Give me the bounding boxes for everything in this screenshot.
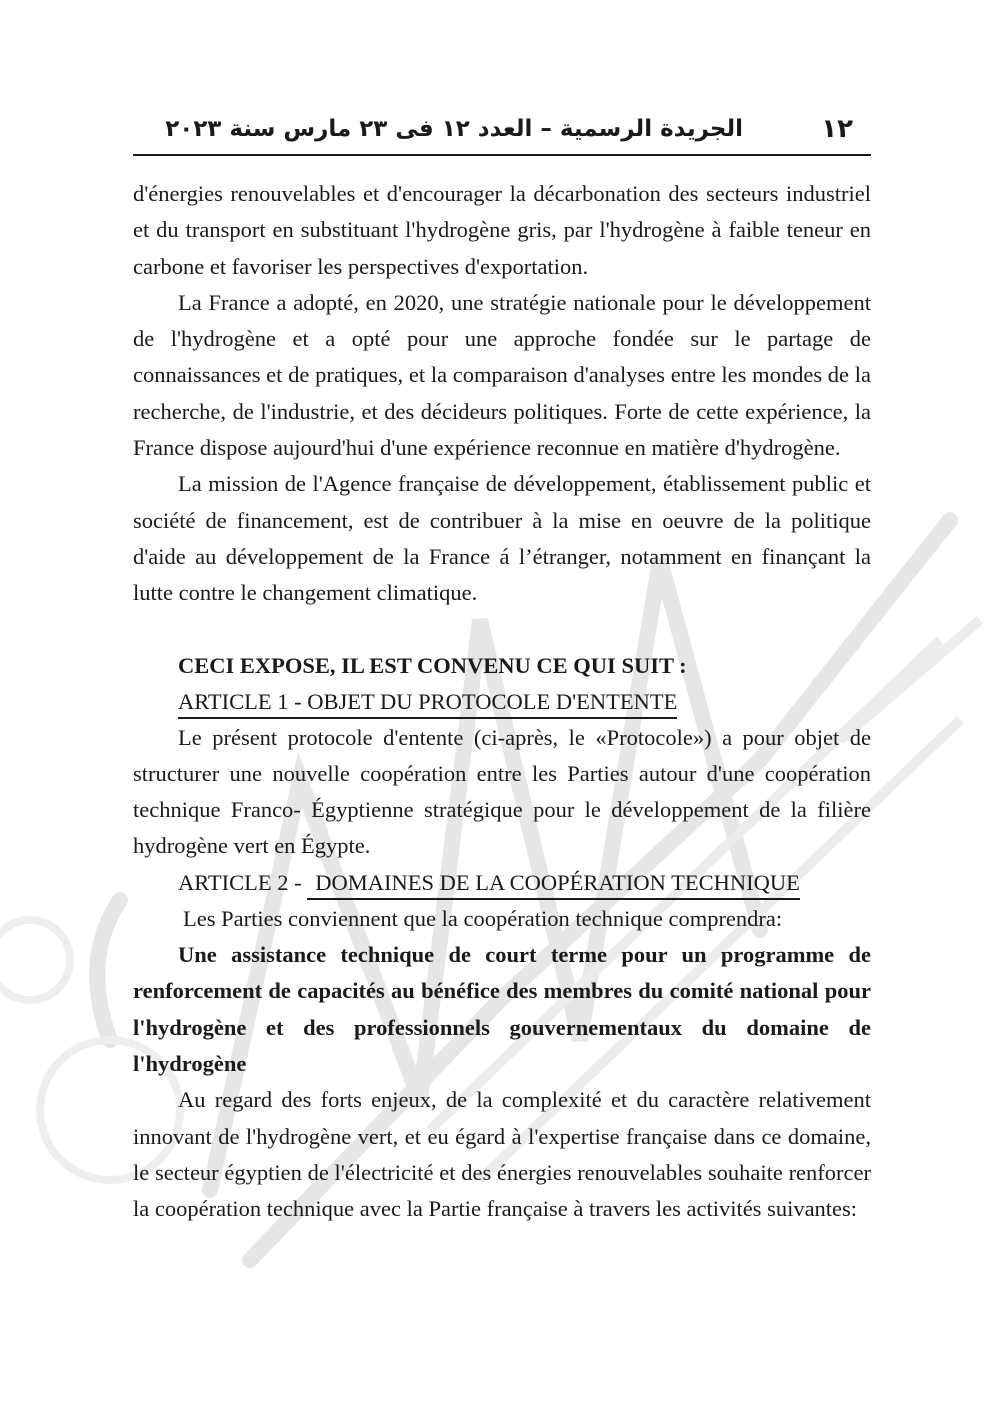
article-2-intro: Les Parties conviennent que la coopération technique comprendra:: [183, 905, 783, 931]
document-body: [133, 176, 871, 1227]
gazette-header-title: الجريدة الرسمية – العدد ١٢ فى ٢٣ مارس سنة ٢٠٢٣: [165, 116, 743, 142]
paragraph-france-strategy: La France a adopté, en 2020, une stratégie nationale pour le développement de l'hydrogène et a opté pour une approche fondée sur le partage de connaissances et de pratiques, et la comparaison d'analyses entre les mondes de la recherche, de l'industrie, et des décideurs politiques. Forte de cette expérience, la France dispose aujourd'hui d'une expérience reconnue en matière d'hydrogène.: [133, 289, 871, 461]
article-1-text: Le présent protocole d'entente (ci-après, le «Protocole») a pour objet de structurer une nouvelle coopération entre les Parties autour d'une coopération technique Franco- Égyptienne stratégique pour le développement de la filière hydrogène vert en Égypte.: [133, 724, 871, 859]
paragraph-continuation: d'énergies renouvelables et d'encourager la décarbonation des secteurs industriel et du transport en substituant l'hydrogène gris, par l'hydrogène à faible teneur en carbone et favoriser les perspectives d'exportation.: [133, 181, 871, 279]
article-1-title: ARTICLE 1 - OBJET DU PROTOCOLE D'ENTENTE: [178, 687, 677, 719]
spacer: [133, 612, 871, 648]
page-header: [133, 108, 871, 156]
article-2-prefix: ARTICLE 2 -: [178, 869, 302, 895]
paragraph-activities: Au regard des forts enjeux, de la complexité et du caractère relativement innovant de l'hydrogène vert, et eu égard à l'expertise française dans ce domaine, le secteur égyptien de l'électricité et des énergies renouvelables souhaite renforcer la coopération technique avec la Partie française à travers les activités suivantes:: [133, 1087, 871, 1222]
article-1-heading: [133, 684, 871, 720]
assistance-heading: Une assistance technique de court terme pour un programme de renforcement de capacités au bénéfice des membres du comité national pour l'hydrogène et des professionnels gouvernementaux du domaine de l'hydrogène: [133, 942, 871, 1076]
agreement-heading: CECI EXPOSE, IL EST CONVENU CE QUI SUIT :: [178, 652, 687, 678]
paragraph-afd-mission: La mission de l'Agence française de développement, établissement public et société de financement, est de contribuer à la mise en oeuvre de la politique d'aide au développement de la France á l’étranger, notamment en finançant la lutte contre le changement climatique.: [133, 471, 871, 606]
article-2-title: DOMAINES DE LA COOPÉRATION TECHNIQUE: [307, 868, 800, 900]
page-number: ١٢: [821, 114, 853, 144]
article-2-heading: [133, 865, 871, 901]
